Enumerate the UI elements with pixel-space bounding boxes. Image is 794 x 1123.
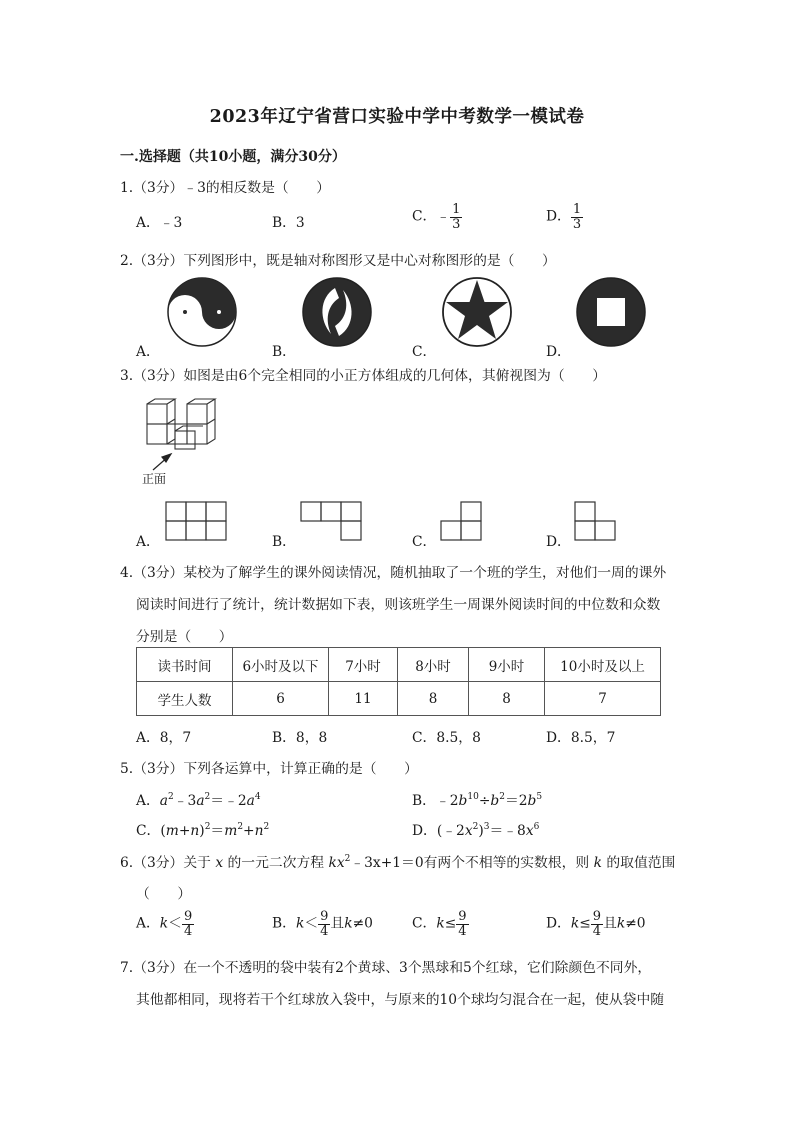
fraction-numerator: 9 — [320, 909, 329, 924]
q1-c-sign: C．﹣ — [412, 208, 451, 225]
q3-option-c-grid — [439, 500, 483, 542]
q3-option-d-grid — [573, 500, 617, 542]
page-title: 2023年辽宁省营口实验中学中考数学一模试卷 — [209, 107, 585, 127]
q6-a-fraction — [182, 910, 194, 938]
table-row — [137, 682, 661, 716]
swirl-icon — [301, 276, 373, 348]
q1-d-denominator: 3 — [572, 216, 582, 232]
q3-option-d[interactable]: D． — [546, 534, 571, 550]
table-cell: 8 — [469, 682, 545, 716]
fraction-numerator: 9 — [183, 909, 193, 924]
q6-d-and: 且 — [603, 915, 617, 932]
q1-option-c[interactable] — [412, 203, 462, 231]
q4-stem-line-2: 阅读时间进行了统计，统计数据如下表，则该班学生一周课外阅读时间的中位数和众数 — [136, 597, 661, 613]
q6-b-and: 且 — [330, 915, 345, 932]
table-header-cell: 9小时 — [469, 648, 545, 682]
q6-option-a[interactable]: A．k＜ $\frac{9}{4}$ — [136, 909, 193, 939]
q7-stem-line-1: 7.（3分）在一个不透明的袋中装有2个黄球、3个黑球和5个红球，它们除颜色不同外， — [120, 960, 652, 976]
q6-b-neq: ≠0 — [352, 915, 373, 932]
fraction-denominator: 4 — [320, 923, 329, 939]
table-header-cell: 6小时及以下 — [233, 648, 329, 682]
q4-stem-line-3: 分别是（ ） — [136, 629, 233, 645]
q6-stem: 6.（3分）关于 x 的一元二次方程 $kx^2﹣3x+1=0$有两个不相等的实数根，则 k 的取值范围 — [120, 854, 676, 871]
q1-d-prefix: D． — [546, 208, 571, 225]
q1-option-b[interactable]: B．3 — [272, 215, 305, 231]
q4-option-a[interactable]: A．8，7 — [136, 730, 192, 746]
q5-option-b[interactable]: B．$﹣2b^{10}\div b^2=2b^5$ — [412, 792, 543, 809]
q4-option-d[interactable]: D．8.5，7 — [546, 730, 616, 746]
table-header-cell: 10小时及以上 — [545, 648, 661, 682]
table-header-cell: 读书时间 — [137, 648, 233, 682]
q6-option-d[interactable]: D．k≤ $\frac{9}{4}$ 且k≠0 — [546, 909, 646, 939]
table-header-row — [137, 648, 661, 682]
table-cell: 学生人数 — [137, 682, 233, 716]
q1-option-d[interactable] — [546, 203, 583, 231]
table-cell: 7 — [545, 682, 661, 716]
star-in-circle-icon — [441, 276, 513, 348]
table-cell: 11 — [329, 682, 398, 716]
q5-option-a[interactable]: A．$a^2﹣3a^2=﹣2a^4$ — [136, 792, 261, 809]
q5-option-d[interactable]: D．$(﹣2x^2)^3=﹣8x^6$ — [412, 822, 540, 839]
fraction-denominator: 4 — [458, 923, 467, 939]
q6-stem-prefix: 6.（3分）关于 — [120, 855, 211, 871]
section-heading: 一.选择题（共10小题，满分30分） — [120, 149, 346, 165]
fraction-denominator: 4 — [183, 923, 193, 939]
fraction-numerator: 9 — [592, 909, 602, 924]
q1-c-denominator: 3 — [452, 216, 461, 232]
q3-stem: 3.（3分）如图是由6个完全相同的小正方体组成的几何体，其俯视图为（ ） — [120, 368, 607, 384]
q1-c-fraction — [450, 203, 462, 231]
q5-option-c[interactable]: C．$(m+n)^2=m^2+n^2$ — [136, 822, 270, 839]
table-header-cell: 8小时 — [398, 648, 469, 682]
q1-d-numerator: 1 — [572, 202, 582, 217]
q6-option-b[interactable]: B．k＜ $\frac{9}{4}$ 且k≠0 — [272, 909, 373, 939]
fraction-numerator: 9 — [458, 909, 467, 924]
table-header-cell: 7小时 — [329, 648, 398, 682]
q6-option-c[interactable]: C．k≤ $\frac{9}{4}$ — [412, 909, 467, 939]
q4-option-b[interactable]: B．8，8 — [272, 730, 328, 746]
fraction-denominator: 4 — [592, 923, 602, 939]
q6-stem-equation: ﹣3x+1＝0有两个不相等的实数根，则 — [350, 855, 590, 871]
yin-yang-icon — [166, 276, 238, 348]
q3-option-a-grid — [164, 500, 228, 542]
table-cell: 8 — [398, 682, 469, 716]
square-in-circle-icon — [575, 276, 647, 348]
q3-option-c[interactable]: C． — [412, 534, 437, 550]
q1-option-a[interactable]: A．﹣3 — [136, 215, 183, 231]
q2-option-b[interactable]: B． — [272, 344, 296, 360]
q4-stem-line-1: 4.（3分）某校为了解学生的课外阅读情况，随机抽取了一个班的学生，对他们一周的课外 — [120, 565, 667, 581]
q1-stem: 1.（3分）﹣3的相反数是（ ） — [120, 180, 331, 196]
q6-c-fraction — [456, 910, 468, 938]
front-view-label: 正面 — [142, 472, 167, 486]
q3-option-b[interactable]: B． — [272, 534, 296, 550]
q2-stem: 2.（3分）下列图形中，既是轴对称图形又是中心对称图形的是（ ） — [120, 253, 556, 269]
q6-stem-line-2: （ ） — [136, 886, 192, 902]
q2-option-a[interactable]: A． — [136, 344, 160, 360]
q6-stem-end: 的取值范围 — [606, 855, 676, 871]
q1-c-numerator: 1 — [452, 202, 461, 217]
reading-time-table — [136, 647, 661, 716]
q2-option-d[interactable]: D． — [546, 344, 571, 360]
q6-stem-mid: 的一元二次方程 — [227, 855, 325, 871]
q5-stem: 5.（3分）下列各运算中，计算正确的是（ ） — [120, 761, 418, 777]
table-cell: 6 — [233, 682, 329, 716]
q3-option-b-grid — [299, 500, 363, 542]
q2-option-c[interactable]: C． — [412, 344, 437, 360]
q1-d-fraction — [571, 203, 583, 231]
q4-option-c[interactable]: C．8.5，8 — [412, 730, 481, 746]
q6-d-neq: ≠0 — [625, 915, 646, 932]
q3-option-a[interactable]: A． — [136, 534, 160, 550]
q7-stem-line-2: 其他都相同，现将若干个红球放入袋中，与原来的10个球均匀混合在一起，使从袋中随 — [136, 992, 665, 1008]
q6-b-fraction — [318, 910, 330, 938]
q6-d-fraction — [591, 910, 603, 938]
